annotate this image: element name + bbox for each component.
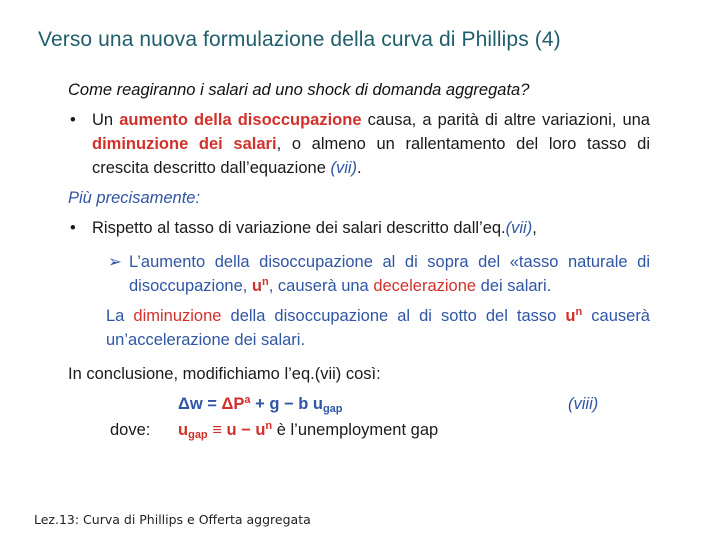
text: della disoccupazione al di sotto del tasso	[221, 307, 566, 325]
arrow-bullet-icon: ➢	[108, 253, 122, 271]
definition-label: dove:	[110, 421, 151, 439]
highlight-unemployment-increase: aumento della disoccupazione	[119, 111, 362, 129]
natural-rate-symbol: $u^n$	[251, 276, 269, 295]
text: La	[106, 307, 134, 325]
definition-formula: $u_{gap} \equiv u - u^n$ è l’unemployment gap	[178, 420, 439, 441]
highlight-wage-decrease: diminuzione dei salari	[92, 135, 277, 153]
equation-ref: (vii)	[505, 219, 533, 237]
sub-bullet-deceleration	[68, 250, 650, 298]
text: Rispetto al tasso di variazione dei salari descritto dall’eq.	[92, 219, 506, 237]
section-heading-precise: Più precisamente:	[68, 189, 201, 207]
highlight-decrease: diminuzione	[133, 307, 222, 325]
bullet-marker: •	[70, 219, 76, 237]
text: dei salari.	[476, 277, 552, 295]
text: , o almeno un rallentamento del loro tasso di crescita descritto dall’equazione	[92, 135, 650, 177]
expected-price-term: $\Delta P^a$	[221, 394, 251, 413]
highlight-deceleration: decelerazione	[373, 277, 477, 295]
slide-body	[68, 78, 650, 444]
equation-ref: (vii)	[330, 159, 358, 177]
text: , causerà una	[268, 277, 374, 295]
footer-lecture: Lez.13: Curva di Phillips e Offerta aggregata	[34, 512, 311, 527]
text: ,	[532, 219, 537, 237]
question-heading: Come reagiranno i salari ad uno shock di domanda aggregata?	[68, 81, 530, 99]
natural-rate-symbol: $u^n$	[565, 306, 583, 325]
equation-viii	[68, 392, 650, 418]
text: Un	[92, 111, 120, 129]
conclusion-text: In conclusione, modifichiamo l’eq.(vii) così:	[68, 365, 381, 383]
bullet-marker: •	[70, 111, 76, 129]
paragraph-acceleration	[68, 304, 650, 352]
equation-formula: $\Delta w = \Delta P^a + g - b$ $u_{gap}$	[178, 394, 343, 415]
text: causerà un’accelerazione dei salari.	[106, 307, 650, 349]
definition-row	[68, 418, 650, 444]
equation-tag: (viii)	[568, 395, 599, 413]
text: .	[357, 159, 362, 177]
slide-title: Verso una nuova formulazione della curva di Phillips (4)	[38, 28, 561, 51]
bullet-relative-rate	[68, 216, 650, 240]
bullet-unemployment-effect	[68, 108, 650, 180]
text: L’aumento della disoccupazione al di sopra del «tasso naturale di disoccupazione,	[129, 253, 650, 295]
text: causa, a parità di altre variazioni, una	[361, 111, 650, 129]
